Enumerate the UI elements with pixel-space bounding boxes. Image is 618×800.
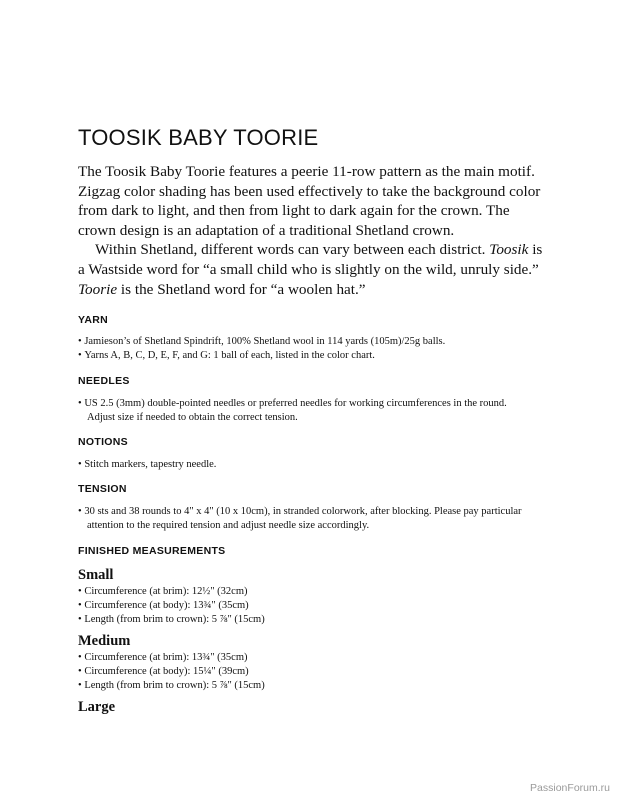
needles-heading: NEEDLES xyxy=(78,375,130,387)
tension-heading: TENSION xyxy=(78,483,127,495)
size-large-title: Large xyxy=(78,699,116,715)
size-medium-title: Medium xyxy=(78,633,131,649)
watermark: PassionForum.ru xyxy=(530,782,610,794)
intro-text-run: Within Shetland, different words can vary between each district. xyxy=(95,241,490,259)
size-medium-list xyxy=(78,651,528,694)
intro-text-run: is a Wastside word for “a small child who is slightly on the wild, unruly side.” xyxy=(78,241,543,278)
list-item: • Circumference (at body): 15¼" (39cm) xyxy=(78,665,528,679)
page-title: TOOSIK BABY TOORIE xyxy=(78,125,319,150)
list-item: • Circumference (at body): 13¾" (35cm) xyxy=(78,599,528,613)
list-item: • Circumference (at brim): 12½" (32cm) xyxy=(78,585,528,599)
tension-list xyxy=(78,505,528,533)
size-small-title: Small xyxy=(78,567,114,583)
list-item: • Circumference (at brim): 13¾" (35cm) xyxy=(78,651,528,665)
notions-list xyxy=(78,458,528,472)
yarn-list xyxy=(78,335,528,363)
list-item: • Length (from brim to crown): 5 ⅞" (15cm) xyxy=(78,679,528,693)
list-item: • US 2.5 (3mm) double-pointed needles or preferred needles for working circumferences in the round. Adjust size if needed to obtain the correct tension. xyxy=(78,397,528,425)
notions-heading: NOTIONS xyxy=(78,436,128,448)
list-item: • Stitch markers, tapestry needle. xyxy=(78,458,528,472)
intro-paragraph-1: The Toosik Baby Toorie features a peerie 11-row pattern as the main motif. Zigzag color shading has been used effectively to take the background color from dark to light, and then from light to dark again for the crown. The crown design is an adaptation of a traditional Shetland crown. xyxy=(78,163,541,239)
intro-text-run: is the Shetland word for “a woolen hat.” xyxy=(117,280,366,298)
list-item: • Yarns A, B, C, D, E, F, and G: 1 ball of each, listed in the color chart. xyxy=(78,349,528,363)
finished-measurements-heading: FINISHED MEASUREMENTS xyxy=(78,545,226,557)
intro-text xyxy=(78,162,548,299)
size-small-list xyxy=(78,585,528,628)
yarn-heading: YARN xyxy=(78,314,108,326)
list-item: • Jamieson’s of Shetland Spindrift, 100% Shetland wool in 114 yards (105m)/25g balls. xyxy=(78,335,528,349)
intro-paragraph-2 xyxy=(78,240,548,299)
needles-list xyxy=(78,397,528,425)
intro-italic-word: Toorie xyxy=(78,280,118,298)
intro-italic-word: Toosik xyxy=(489,241,529,259)
list-item: • Length (from brim to crown): 5 ⅞" (15cm) xyxy=(78,613,528,627)
list-item: • 30 sts and 38 rounds to 4" x 4" (10 x 10cm), in stranded colorwork, after blocking. Please pay particular attention to the required tension and adjust needle size accordingly. xyxy=(78,505,528,533)
